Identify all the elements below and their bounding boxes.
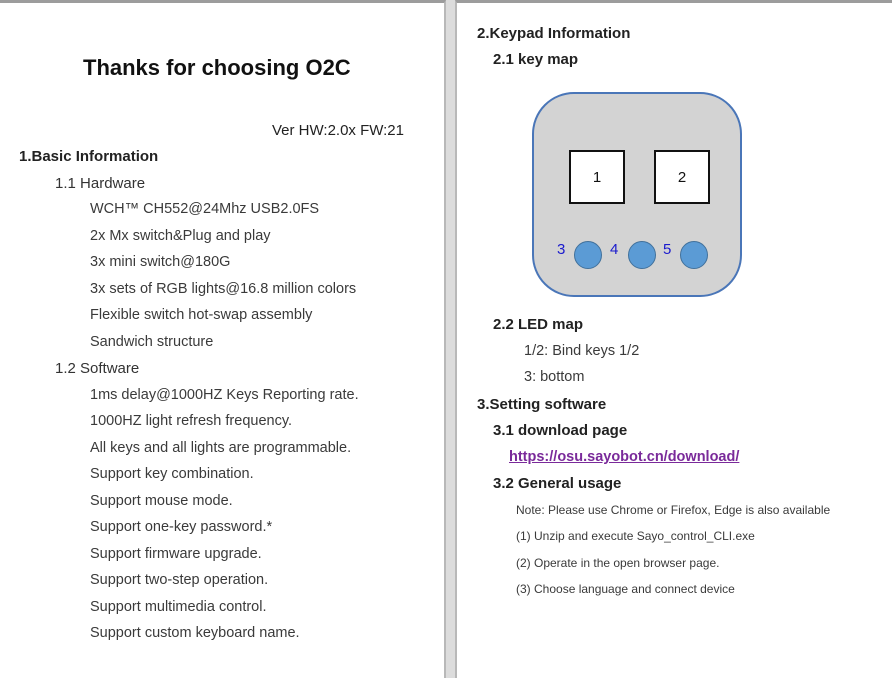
software-heading: 1.2 Software	[55, 360, 140, 377]
software-item: Support two-step operation.	[90, 572, 269, 588]
hardware-item: Flexible switch hot-swap assembly	[90, 307, 313, 323]
button-5-label: 5	[663, 241, 672, 258]
right-page	[455, 0, 892, 678]
usage-step: (2) Operate in the open browser page.	[516, 556, 720, 570]
software-item: All keys and all lights are programmable.	[90, 440, 352, 456]
keymap-heading: 2.1 key map	[493, 51, 579, 68]
usage-step: (3) Choose language and connect device	[516, 582, 735, 596]
software-item: Support firmware upgrade.	[90, 546, 262, 562]
software-item: Support multimedia control.	[90, 599, 267, 615]
hardware-item: 3x mini switch@180G	[90, 254, 231, 270]
software-item: Support key combination.	[90, 466, 254, 482]
button-4-dot	[628, 241, 656, 269]
button-3-dot	[574, 241, 602, 269]
hardware-heading: 1.1 Hardware	[55, 175, 146, 192]
hardware-item: 2x Mx switch&Plug and play	[90, 228, 271, 244]
download-heading: 3.1 download page	[493, 422, 628, 439]
software-item: 1000HZ light refresh frequency.	[90, 413, 293, 429]
led-item: 3: bottom	[524, 369, 585, 385]
led-item: 1/2: Bind keys 1/2	[524, 343, 640, 359]
led-map-heading: 2.2 LED map	[493, 316, 584, 333]
usage-note: Note: Please use Chrome or Firefox, Edge is also available	[516, 503, 831, 517]
software-item: Support one-key password.*	[90, 519, 273, 535]
document-title: Thanks for choosing O2C	[83, 55, 351, 80]
keypad-diagram	[532, 92, 742, 297]
software-item: Support mouse mode.	[90, 493, 233, 509]
button-4-label: 4	[610, 241, 619, 258]
section-basic-information: 1.Basic Information	[19, 148, 159, 165]
key-2: 2	[654, 150, 710, 204]
hardware-item: Sandwich structure	[90, 334, 214, 350]
section-setting-software: 3.Setting software	[477, 396, 607, 413]
hardware-item: 3x sets of RGB lights@16.8 million colors	[90, 281, 357, 297]
button-5-dot	[680, 241, 708, 269]
button-3-label: 3	[557, 241, 566, 258]
section-keypad-information: 2.Keypad Information	[477, 25, 631, 42]
hardware-item: WCH™ CH552@24Mhz USB2.0FS	[90, 201, 320, 217]
key-1: 1	[569, 150, 625, 204]
software-item: Support custom keyboard name.	[90, 625, 300, 641]
version-label: Ver HW:2.0x FW:21	[272, 122, 404, 139]
software-item: 1ms delay@1000HZ Keys Reporting rate.	[90, 387, 359, 403]
usage-step: (1) Unzip and execute Sayo_control_CLI.exe	[516, 529, 755, 543]
general-usage-heading: 3.2 General usage	[493, 475, 622, 492]
download-link[interactable]: https://osu.sayobot.cn/download/	[509, 449, 740, 465]
